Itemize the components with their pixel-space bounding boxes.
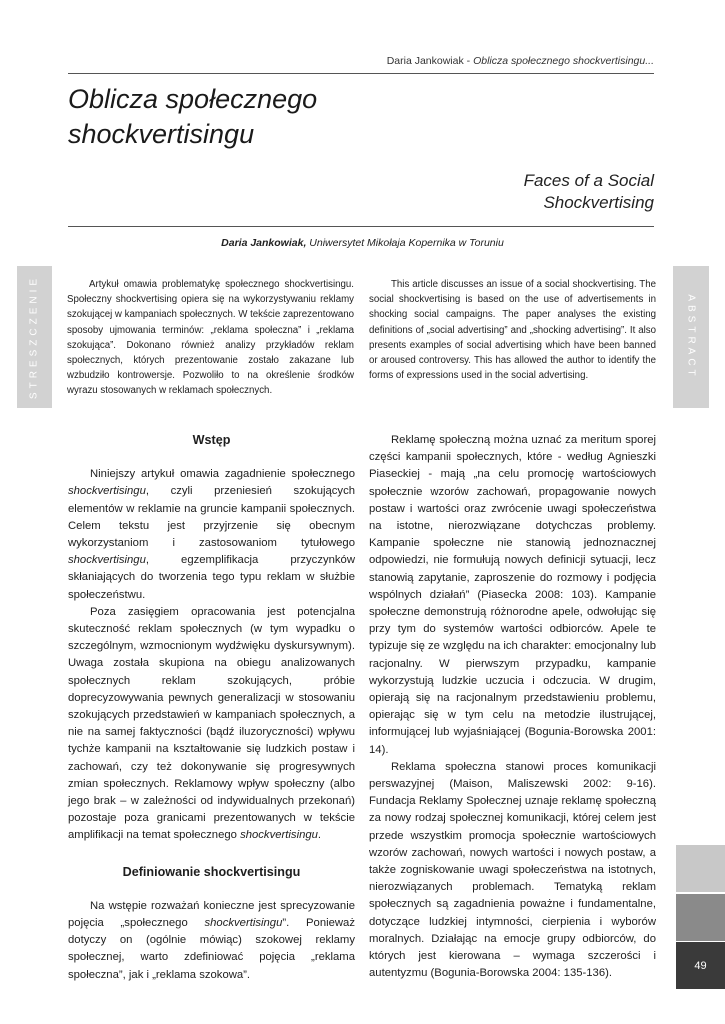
text-run: Poza zasięgiem opracowania jest potencjalna skuteczność reklam społecznych (w tym wypadku o szczególnym, wzmocnionym wydźwięku dyskursywnym). Uwaga została skupiona na obiegu analizowanych społecznych reklam szokujących, próbie doprecyzowywania pewnych generalizacji w stosowaniu szokujących przedstawień w kampaniach społecznych, a nie na samej faktyczności (bądź iluzoryczności) wpływu tychże kampanii na kształtowanie się ludzkich postaw i zachowań, czy też dokonywanie się progresywnych zmian społecznych. Reklamowy wpływ społeczny (albo jego brak – w zależności od indywidualnych przekonań) pozostaje poza granicami prezentowanych w tekście amplifikacji na temat społecznego — [68, 605, 355, 842]
title-english — [354, 170, 654, 214]
paragraph: Reklama społeczna stanowi proces komunikacji perswazyjnej (Maison, Maliszewski 2002: 9-16). Fundacja Reklamy Społecznej uznaje reklamę społeczną za nowy rodzaj społecznej komunikacji, której celem jest przede wszystkim promocja społecznie wartościowych wzorów zachowań, nowych wartości i nowych postaw, a także zogniskowanie uwagi społeczeństwa na istotnych, nierozwiązanych problemach. Tematyką reklam społecznych są zagadnienia poważne i fundamentalne, dotyczące ludzkiej intymności, cierpienia i wyborów moralnych. Działając na emocje grupy odbiorców, do których jest kierowana – wymaga szczerości i autentyzmu (Bogunia-Borowska 2004: 135-136). — [369, 760, 656, 980]
text-run-italic: shockvertisingu — [68, 485, 146, 498]
title-english-line1: Faces of a Social — [523, 171, 654, 190]
title-polish-line2: shockvertisingu — [68, 119, 255, 149]
text-run: , egzemplifikacja przyczynków skłaniających do tworzenia tego typu reklam w służbie społeczeństwu. — [68, 554, 355, 601]
text-run-italic: shockvertisingu — [204, 917, 283, 930]
abstract-polish — [67, 277, 354, 399]
thumb-tab-mid — [676, 894, 725, 941]
author-name: Daria Jankowiak, — [221, 237, 307, 249]
heading-definiowanie: Definiowanie shockvertisingu — [122, 864, 301, 879]
title-rule — [68, 226, 654, 227]
text-run: ”. Ponieważ dotyczy on (ogólnie mówiąc) szokowej reklamy społecznej, warto zdefiniować pojęcia „reklama społeczna”, jak i „reklama szokowa”. — [68, 917, 355, 981]
abstract-english-text: This article discusses an issue of a social shockvertising. The social shockvertising is based on the use of advertisements in shocking social campaigns. The paper analyses the existing definitions of „social advertising” and „shocking advertising”. It also presents examples of social advertising which have been banned or aroused controversy. This has allowed the author to identify the forms of expressions used in the social advertising. — [369, 279, 656, 382]
running-head-title: Oblicza społecznego shockvertisingu... — [473, 55, 654, 67]
text-run: Niniejszy artykuł omawia zagadnienie społecznego — [90, 468, 355, 481]
text-run: , czyli przeniesień szokujących elementów w reklamie na gruncie kampanii społecznych. Celem tekstu jest przyjrzenie się obecnym wykorzystaniom i zastosowaniom tytułowego — [68, 485, 355, 550]
author-affiliation: Uniwersytet Mikołaja Kopernika w Toruniu — [306, 237, 504, 249]
paragraph — [68, 466, 355, 604]
paragraph: Reklamę społeczną można uznać za meritum sporej części kampanii społecznych, które - według Agnieszki Piaseckiej - mają „na celu promocję wartościowych społecznie wzorów zachowań, propagowanie nowych postaw i wartości oraz zwrócenie uwagi społeczeństwa na istotne, nierozwiązane dotychczas problemy. Kampanie społeczne nie stanowią jednoznacznej odpowiedzi, nie formułują nowych definicji sytuacji, lecz stanowią zapytanie, zaproszenie do rozmowy i podjęcia wspólnych działań” (Piasecka 2008: 103). Kampanie społeczne demonstrują różnorodne apele, odwołując się przy tym do systemów wartości odbiorców. Apele te typizuje się ze względu na ich charakter: emocjonalny lub racjonalny. W pierwszym przypadku, kampanie wykorzystują ludzkie uczucia i odczucia. W drugim, opierają się na racjonalnym przedstawieniu problemu, opierając się w tym celu na metodzie ilustrującej, informującej lub wyjaśniającej (Bogunia-Borowska 2001: 14). — [369, 434, 656, 756]
heading-wstep: Wstęp — [192, 433, 231, 447]
left-column — [68, 432, 355, 984]
paragraph — [68, 898, 355, 984]
running-head-author: Daria Jankowiak - — [386, 55, 474, 67]
text-run: Na wstępie rozważań konieczne jest sprecyzowanie pojęcia „społecznego — [68, 899, 355, 930]
text-run-italic: shockvertisingu — [68, 554, 146, 567]
paragraph — [68, 604, 355, 845]
title-polish — [68, 82, 448, 152]
abstract-english — [369, 277, 656, 383]
title-english-line2: Shockvertising — [543, 193, 654, 212]
right-column — [369, 432, 656, 983]
page-number: 49 — [676, 942, 725, 989]
running-head — [0, 55, 654, 67]
abstract-label: ABSTRACT — [685, 294, 697, 380]
text-run: . — [317, 829, 322, 842]
text-run-italic: shockvertisingu — [240, 829, 318, 842]
header-rule — [68, 73, 654, 74]
streszczenie-label: STRESZCZENIE — [28, 274, 40, 400]
author-line — [0, 237, 725, 249]
thumb-tab-light — [676, 845, 725, 892]
abstract-polish-text: Artykuł omawia problematykę społecznego shockvertisingu. Społeczny shockvertising opiera się na wykorzystywaniu reklamy szokującej w kampaniach społecznych. W tekście zaprezentowano sposoby ujmowania terminów: „reklama społeczna” i „reklama szokująca”. Dokonano również analizy przykładów reklam społecznych, których prezentowanie zostało zakazane lub wzbudziło kontrowersje. Pozwoliło to na określenie środków wyrazu stosowanych w reklamach społecznych. — [67, 279, 354, 397]
title-polish-line1: Oblicza społecznego — [68, 84, 318, 114]
